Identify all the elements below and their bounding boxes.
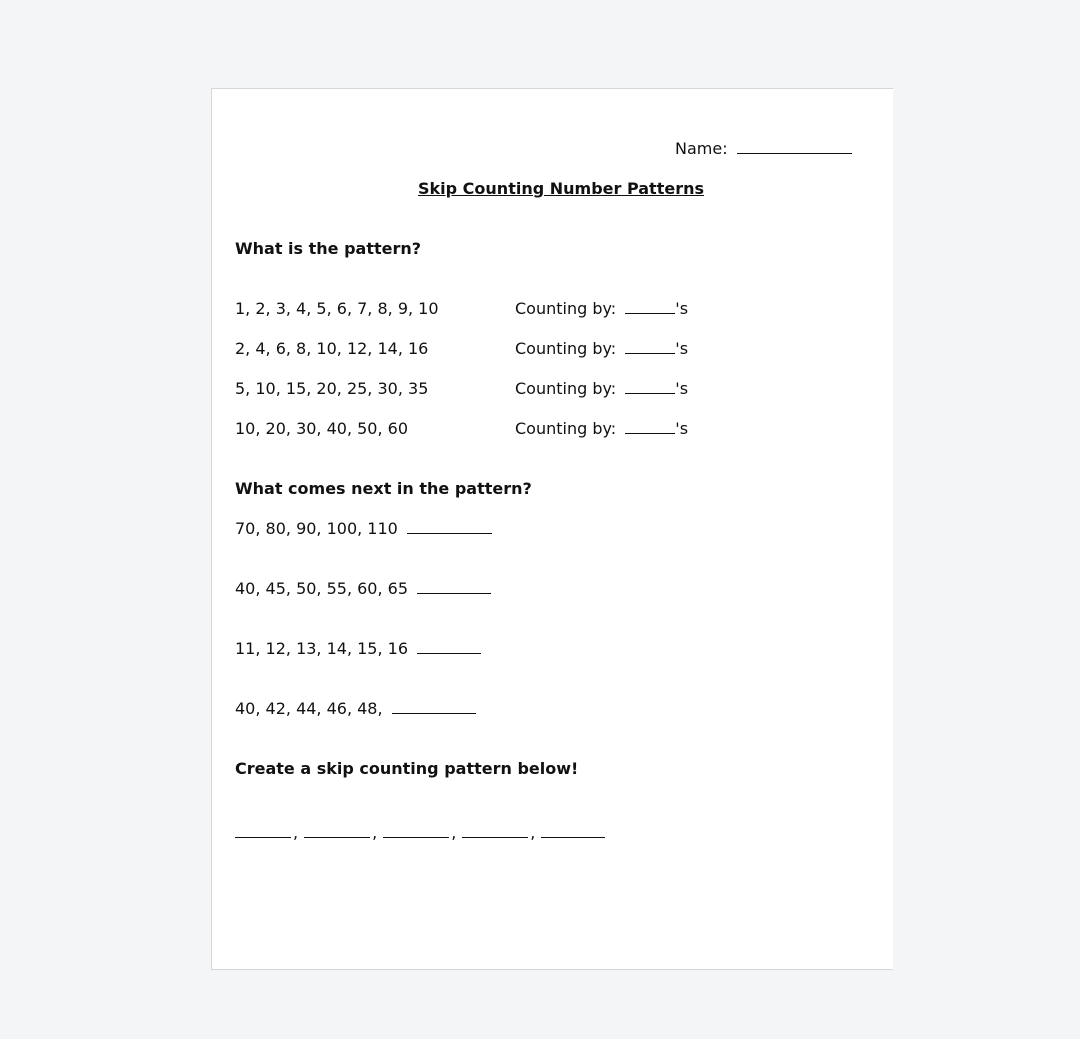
answer-blank[interactable] <box>392 712 476 714</box>
counting-by-label: Counting by: <box>515 419 617 438</box>
section-heading-pattern: What is the pattern? <box>235 239 422 258</box>
create-blank[interactable] <box>235 836 291 838</box>
name-label: Name: <box>675 139 728 158</box>
next-in-pattern-row <box>235 639 481 658</box>
counting-by-suffix: 's <box>675 419 689 438</box>
section-heading-next: What comes next in the pattern? <box>235 479 532 498</box>
worksheet-page <box>211 88 893 970</box>
name-blank[interactable] <box>737 152 852 154</box>
worksheet-title: Skip Counting Number Patterns <box>418 179 704 198</box>
counting-by-field <box>515 299 688 318</box>
counting-by-field <box>515 339 688 358</box>
counting-by-label: Counting by: <box>515 379 617 398</box>
counting-by-suffix: 's <box>675 379 689 398</box>
counting-by-label: Counting by: <box>515 299 617 318</box>
answer-blank[interactable] <box>417 652 481 654</box>
counting-by-suffix: 's <box>675 299 689 318</box>
create-separator: , <box>372 823 378 842</box>
create-blank[interactable] <box>304 836 370 838</box>
pattern-sequence: 70, 80, 90, 100, 110 <box>235 519 398 538</box>
section-heading-create: Create a skip counting pattern below! <box>235 759 579 778</box>
create-separator: , <box>293 823 299 842</box>
create-separator: , <box>530 823 536 842</box>
name-field <box>675 139 852 158</box>
pattern-sequence: 40, 42, 44, 46, 48, <box>235 699 383 718</box>
pattern-sequence: 2, 4, 6, 8, 10, 12, 14, 16 <box>235 339 429 358</box>
create-separator: , <box>451 823 457 842</box>
counting-by-blank[interactable] <box>625 432 675 434</box>
counting-by-blank[interactable] <box>625 352 675 354</box>
next-in-pattern-row <box>235 699 476 718</box>
pattern-sequence: 5, 10, 15, 20, 25, 30, 35 <box>235 379 429 398</box>
counting-by-suffix: 's <box>675 339 689 358</box>
pattern-sequence: 10, 20, 30, 40, 50, 60 <box>235 419 409 438</box>
answer-blank[interactable] <box>417 592 491 594</box>
create-pattern-blanks <box>235 823 607 842</box>
counting-by-field <box>515 379 688 398</box>
counting-by-label: Counting by: <box>515 339 617 358</box>
pattern-sequence: 11, 12, 13, 14, 15, 16 <box>235 639 409 658</box>
pattern-sequence: 40, 45, 50, 55, 60, 65 <box>235 579 409 598</box>
next-in-pattern-row <box>235 519 492 538</box>
next-in-pattern-row <box>235 579 491 598</box>
counting-by-blank[interactable] <box>625 312 675 314</box>
create-blank[interactable] <box>462 836 528 838</box>
counting-by-field <box>515 419 688 438</box>
create-blank[interactable] <box>383 836 449 838</box>
answer-blank[interactable] <box>407 532 492 534</box>
pattern-sequence: 1, 2, 3, 4, 5, 6, 7, 8, 9, 10 <box>235 299 439 318</box>
create-blank[interactable] <box>541 836 605 838</box>
counting-by-blank[interactable] <box>625 392 675 394</box>
